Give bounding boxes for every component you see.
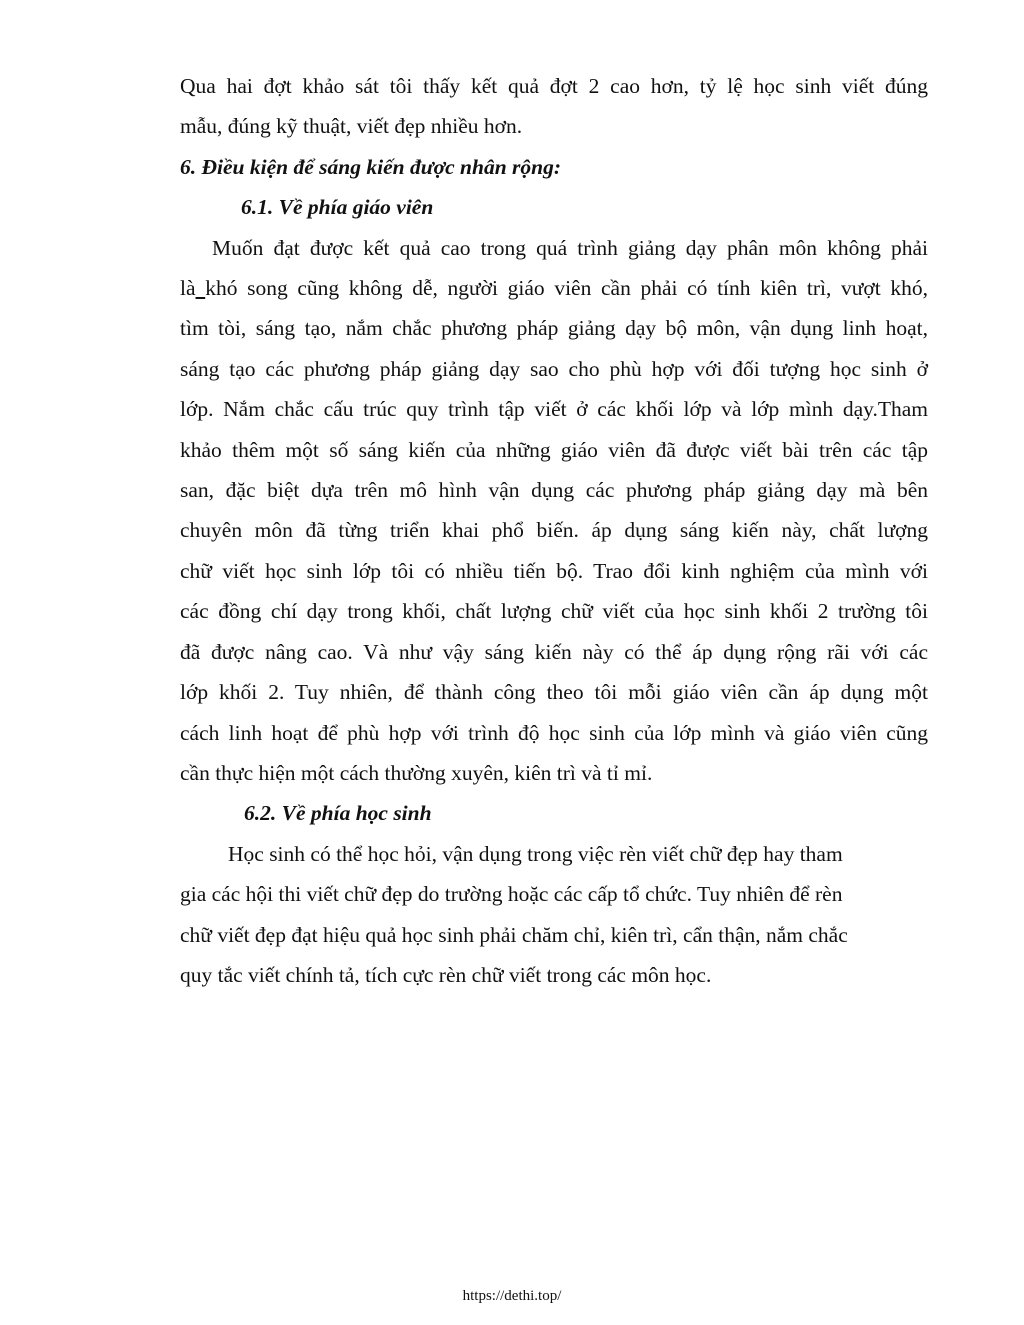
student-para-line-1: Học sinh có thể học hỏi, vận dụng trong việc rèn viết chữ đẹp hay tham (228, 841, 843, 866)
teacher-para-line-7: san, đặc biệt dựa trên mô hình vận dụng các phương pháp giảng dạy mà bên (180, 478, 928, 503)
teacher-para-line-13: cách linh hoạt để phù hợp với trình độ học sinh của lớp mình và giáo viên cũng (180, 720, 928, 745)
student-para-line-4: quy tắc viết chính tả, tích cực rèn chữ viết trong các môn học. (180, 962, 712, 987)
document-body (180, 66, 928, 995)
student-para-line-2: gia các hội thi viết chữ đẹp do trường hoặc các cấp tổ chức. Tuy nhiên để rèn (180, 882, 843, 907)
section-6-heading: 6. Điều kiện để sáng kiến được nhân rộng: (180, 154, 562, 179)
teacher-para-line-9: chữ viết học sinh lớp tôi có nhiều tiến bộ. Trao đổi kinh nghiệm của mình với (180, 558, 928, 583)
underlined-gap (196, 276, 206, 300)
section-6-1-heading: 6.1. Về phía giáo viên (241, 195, 434, 220)
teacher-para-line-6: khảo thêm một số sáng kiến của những giáo viên đã được viết bài trên các tập (180, 437, 928, 462)
teacher-para-line-10: các đồng chí dạy trong khối, chất lượng chữ viết của học sinh khối 2 trường tôi (180, 599, 928, 624)
teacher-para-line-1: Muốn đạt được kết quả cao trong quá trình giảng dạy phân môn không phải (212, 235, 928, 260)
section-6-2-heading: 6.2. Về phía học sinh (244, 801, 432, 826)
teacher-para-line-2-rest: khó song cũng không dễ, người giáo viên cần phải có tính kiên trì, vượt khó, (205, 276, 928, 301)
intro-line-2: mẫu, đúng kỹ thuật, viết đẹp nhiều hơn. (180, 114, 523, 139)
teacher-para-line-14: cần thực hiện một cách thường xuyên, kiên trì và tỉ mỉ. (180, 760, 653, 785)
teacher-para-line-5: lớp. Nắm chắc cấu trúc quy trình tập viết ở các khối lớp và lớp mình dạy.Tham (180, 397, 928, 422)
intro-line-1: Qua hai đợt khảo sát tôi thấy kết quả đợt 2 cao hơn, tỷ lệ học sinh viết đúng (180, 74, 928, 98)
teacher-para-line-12: lớp khối 2. Tuy nhiên, để thành công theo tôi mỗi giáo viên cần áp dụng một (180, 680, 928, 705)
footer-url: https://dethi.top/ (462, 1288, 562, 1304)
teacher-para-line-11: đã được nâng cao. Và như vậy sáng kiến này có thể áp dụng rộng rãi với các (180, 639, 928, 664)
teacher-para-line-2-start: là (180, 276, 196, 301)
teacher-para-line-4: sáng tạo các phương pháp giảng dạy sao cho phù hợp với đối tượng học sinh ở (180, 356, 928, 381)
teacher-para-line-2 (180, 268, 928, 308)
teacher-para-line-8: chuyên môn đã từng triển khai phổ biến. áp dụng sáng kiến này, chất lượng (180, 518, 928, 543)
student-para-line-3: chữ viết đẹp đạt hiệu quả học sinh phải chăm chỉ, kiên trì, cẩn thận, nắm chắc (180, 922, 848, 947)
teacher-para-line-3: tìm tòi, sáng tạo, nắm chắc phương pháp giảng dạy bộ môn, vận dụng linh hoạt, (180, 316, 928, 341)
